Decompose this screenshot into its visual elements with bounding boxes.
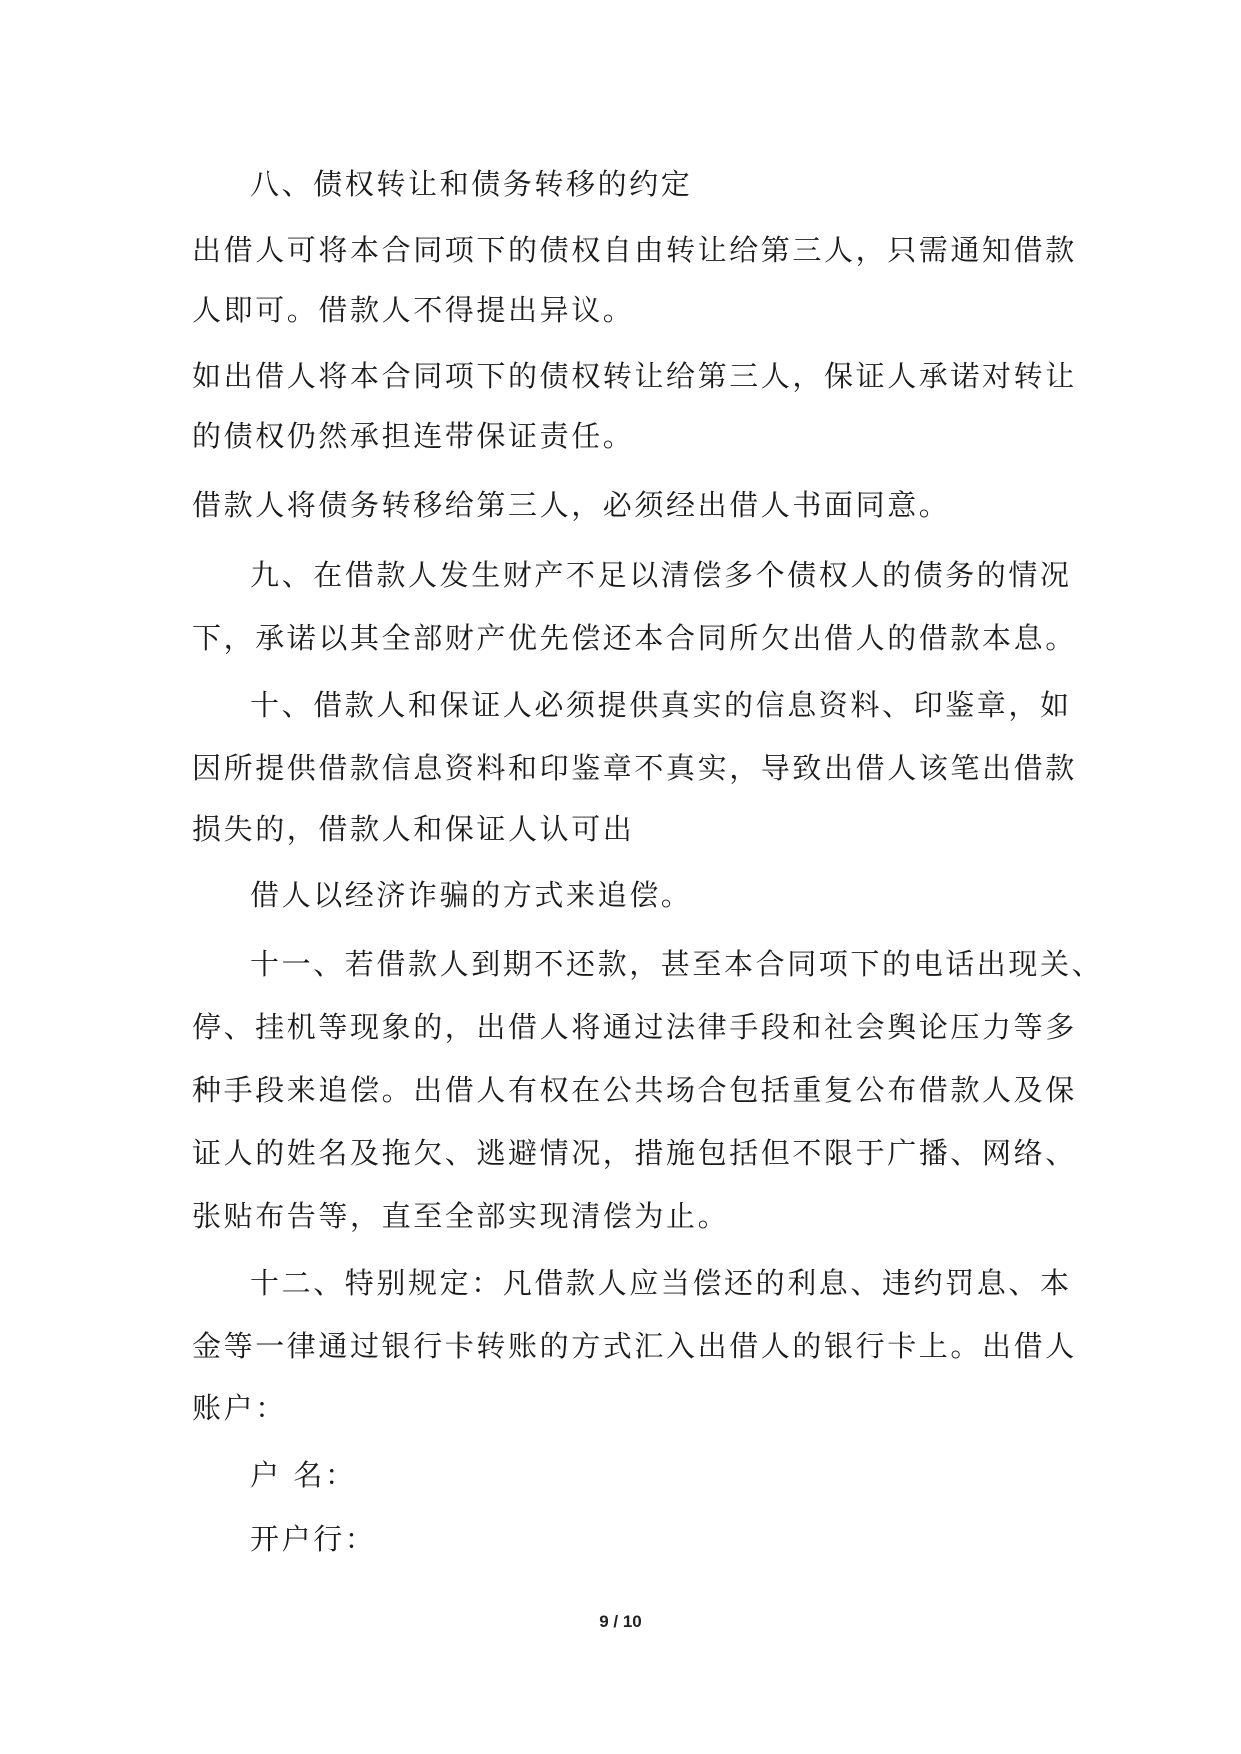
- section-10-heading: 十、借款人和保证人必须提供真实的信息资料、印鉴章，如: [250, 688, 1072, 722]
- paragraph-line: 张贴布告等，直至全部实现清偿为止。: [192, 1199, 730, 1233]
- section-8-heading: 八、债权转让和债务转移的约定: [250, 167, 693, 201]
- paragraph-line: 人即可。借款人不得提出异议。: [192, 293, 635, 327]
- paragraph-line: 证人的姓名及拖欠、逃避情况，措施包括但不限于广播、网络、: [192, 1136, 1077, 1170]
- paragraph-line: 下，承诺以其全部财产优先偿还本合同所欠出借人的借款本息。: [192, 621, 1077, 655]
- paragraph-line: 损失的，借款人和保证人认可出: [192, 812, 635, 846]
- paragraph-line: 账户：: [192, 1391, 287, 1425]
- paragraph-line: 借人以经济诈骗的方式来追偿。: [250, 878, 693, 912]
- paragraph-line: 金等一律通过银行卡转账的方式汇入出借人的银行卡上。出借人: [192, 1329, 1077, 1363]
- section-11-heading: 十一、若借款人到期不还款，甚至本合同项下的电话出现关、: [250, 947, 1104, 981]
- paragraph-line: 如出借人将本合同项下的债权转让给第三人，保证人承诺对转让: [192, 359, 1077, 393]
- opening-bank-label: 开户行：: [250, 1522, 377, 1556]
- page-number: 9 / 10: [599, 1612, 642, 1631]
- account-name-label: 户 名：: [250, 1458, 357, 1492]
- paragraph-line: 的债权仍然承担连带保证责任。: [192, 419, 635, 453]
- paragraph-line: 出借人可将本合同项下的债权自由转让给第三人，只需通知借款: [192, 233, 1077, 267]
- paragraph-line: 种手段来追偿。出借人有权在公共场合包括重复公布借款人及保: [192, 1073, 1077, 1107]
- paragraph-line: 借款人将债务转移给第三人，必须经出借人书面同意。: [192, 488, 951, 522]
- paragraph-line: 停、挂机等现象的，出借人将通过法律手段和社会舆论压力等多: [192, 1010, 1077, 1044]
- paragraph-line: 因所提供借款信息资料和印鉴章不真实，导致出借人该笔出借款: [192, 751, 1077, 785]
- section-12-heading: 十二、特别规定：凡借款人应当偿还的利息、违约罚息、本: [250, 1266, 1072, 1300]
- section-9-heading: 九、在借款人发生财产不足以清偿多个债权人的债务的情况: [250, 558, 1072, 592]
